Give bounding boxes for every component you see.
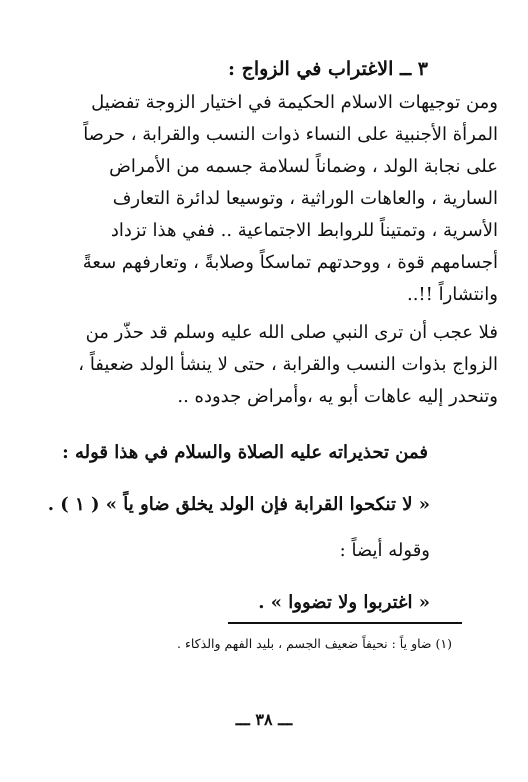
paragraph-2-line: فلا عجب أن ترى النبي صلى الله عليه وسلم قد حذّر من xyxy=(85,322,498,343)
paragraph-1-line: على نجابة الولد ، وضماناً لسلامة جسمه من الأمراض xyxy=(109,156,498,177)
hadith-intro-2: وقوله أيضاً : xyxy=(339,540,430,561)
paragraph-1-line: السارية ، والعاهات الوراثية ، وتوسيعا لدائرة التعارف xyxy=(112,188,498,209)
hadith-quote-1: « لا تنكحوا القرابة فإن الولد يخلق ضاو ياً » ( ١ ) . xyxy=(47,494,430,515)
paragraph-1-line: المرأة الأجنبية على النساء ذوات النسب والقرابة ، حرصاً xyxy=(83,124,498,145)
section-heading: ٣ ــ الاغتراب في الزواج : xyxy=(227,58,428,80)
paragraph-2-line: وتنحدر إليه عاهات أبو يه ،وأمراض جدوده .. xyxy=(177,386,498,407)
hadith-quote-2: « اغتربوا ولا تضووا » . xyxy=(258,592,430,613)
page-number: ـــ ٣٨ ـــ xyxy=(235,710,293,729)
hadith-intro: فمن تحذيراته عليه الصلاة والسلام في هذا قوله : xyxy=(62,442,428,463)
paragraph-2-line: الزواج بذوات النسب والقرابة ، حتى لا ينشأ الولد ضعيفاً ، xyxy=(78,354,498,375)
paragraph-1-line: الأسرية ، وتمتيناً للروابط الاجتماعية .. ففي هذا تزداد xyxy=(110,220,498,241)
footnote: (١) ضاو ياً : نحيفاً ضعيف الجسم ، بليد الفهم والذكاء . xyxy=(177,636,452,651)
paragraph-1-line: ومن توجيهات الاسلام الحكيمة في اختيار الزوجة تفضيل xyxy=(91,92,498,113)
paragraph-1-line: وانتشاراً !!.. xyxy=(406,284,498,305)
paragraph-1-line: أجسامهم قوة ، ووحدتهم تماسكاً وصلابةً ، وتعارفهم سعةً xyxy=(82,252,498,273)
footnote-divider xyxy=(228,622,462,624)
